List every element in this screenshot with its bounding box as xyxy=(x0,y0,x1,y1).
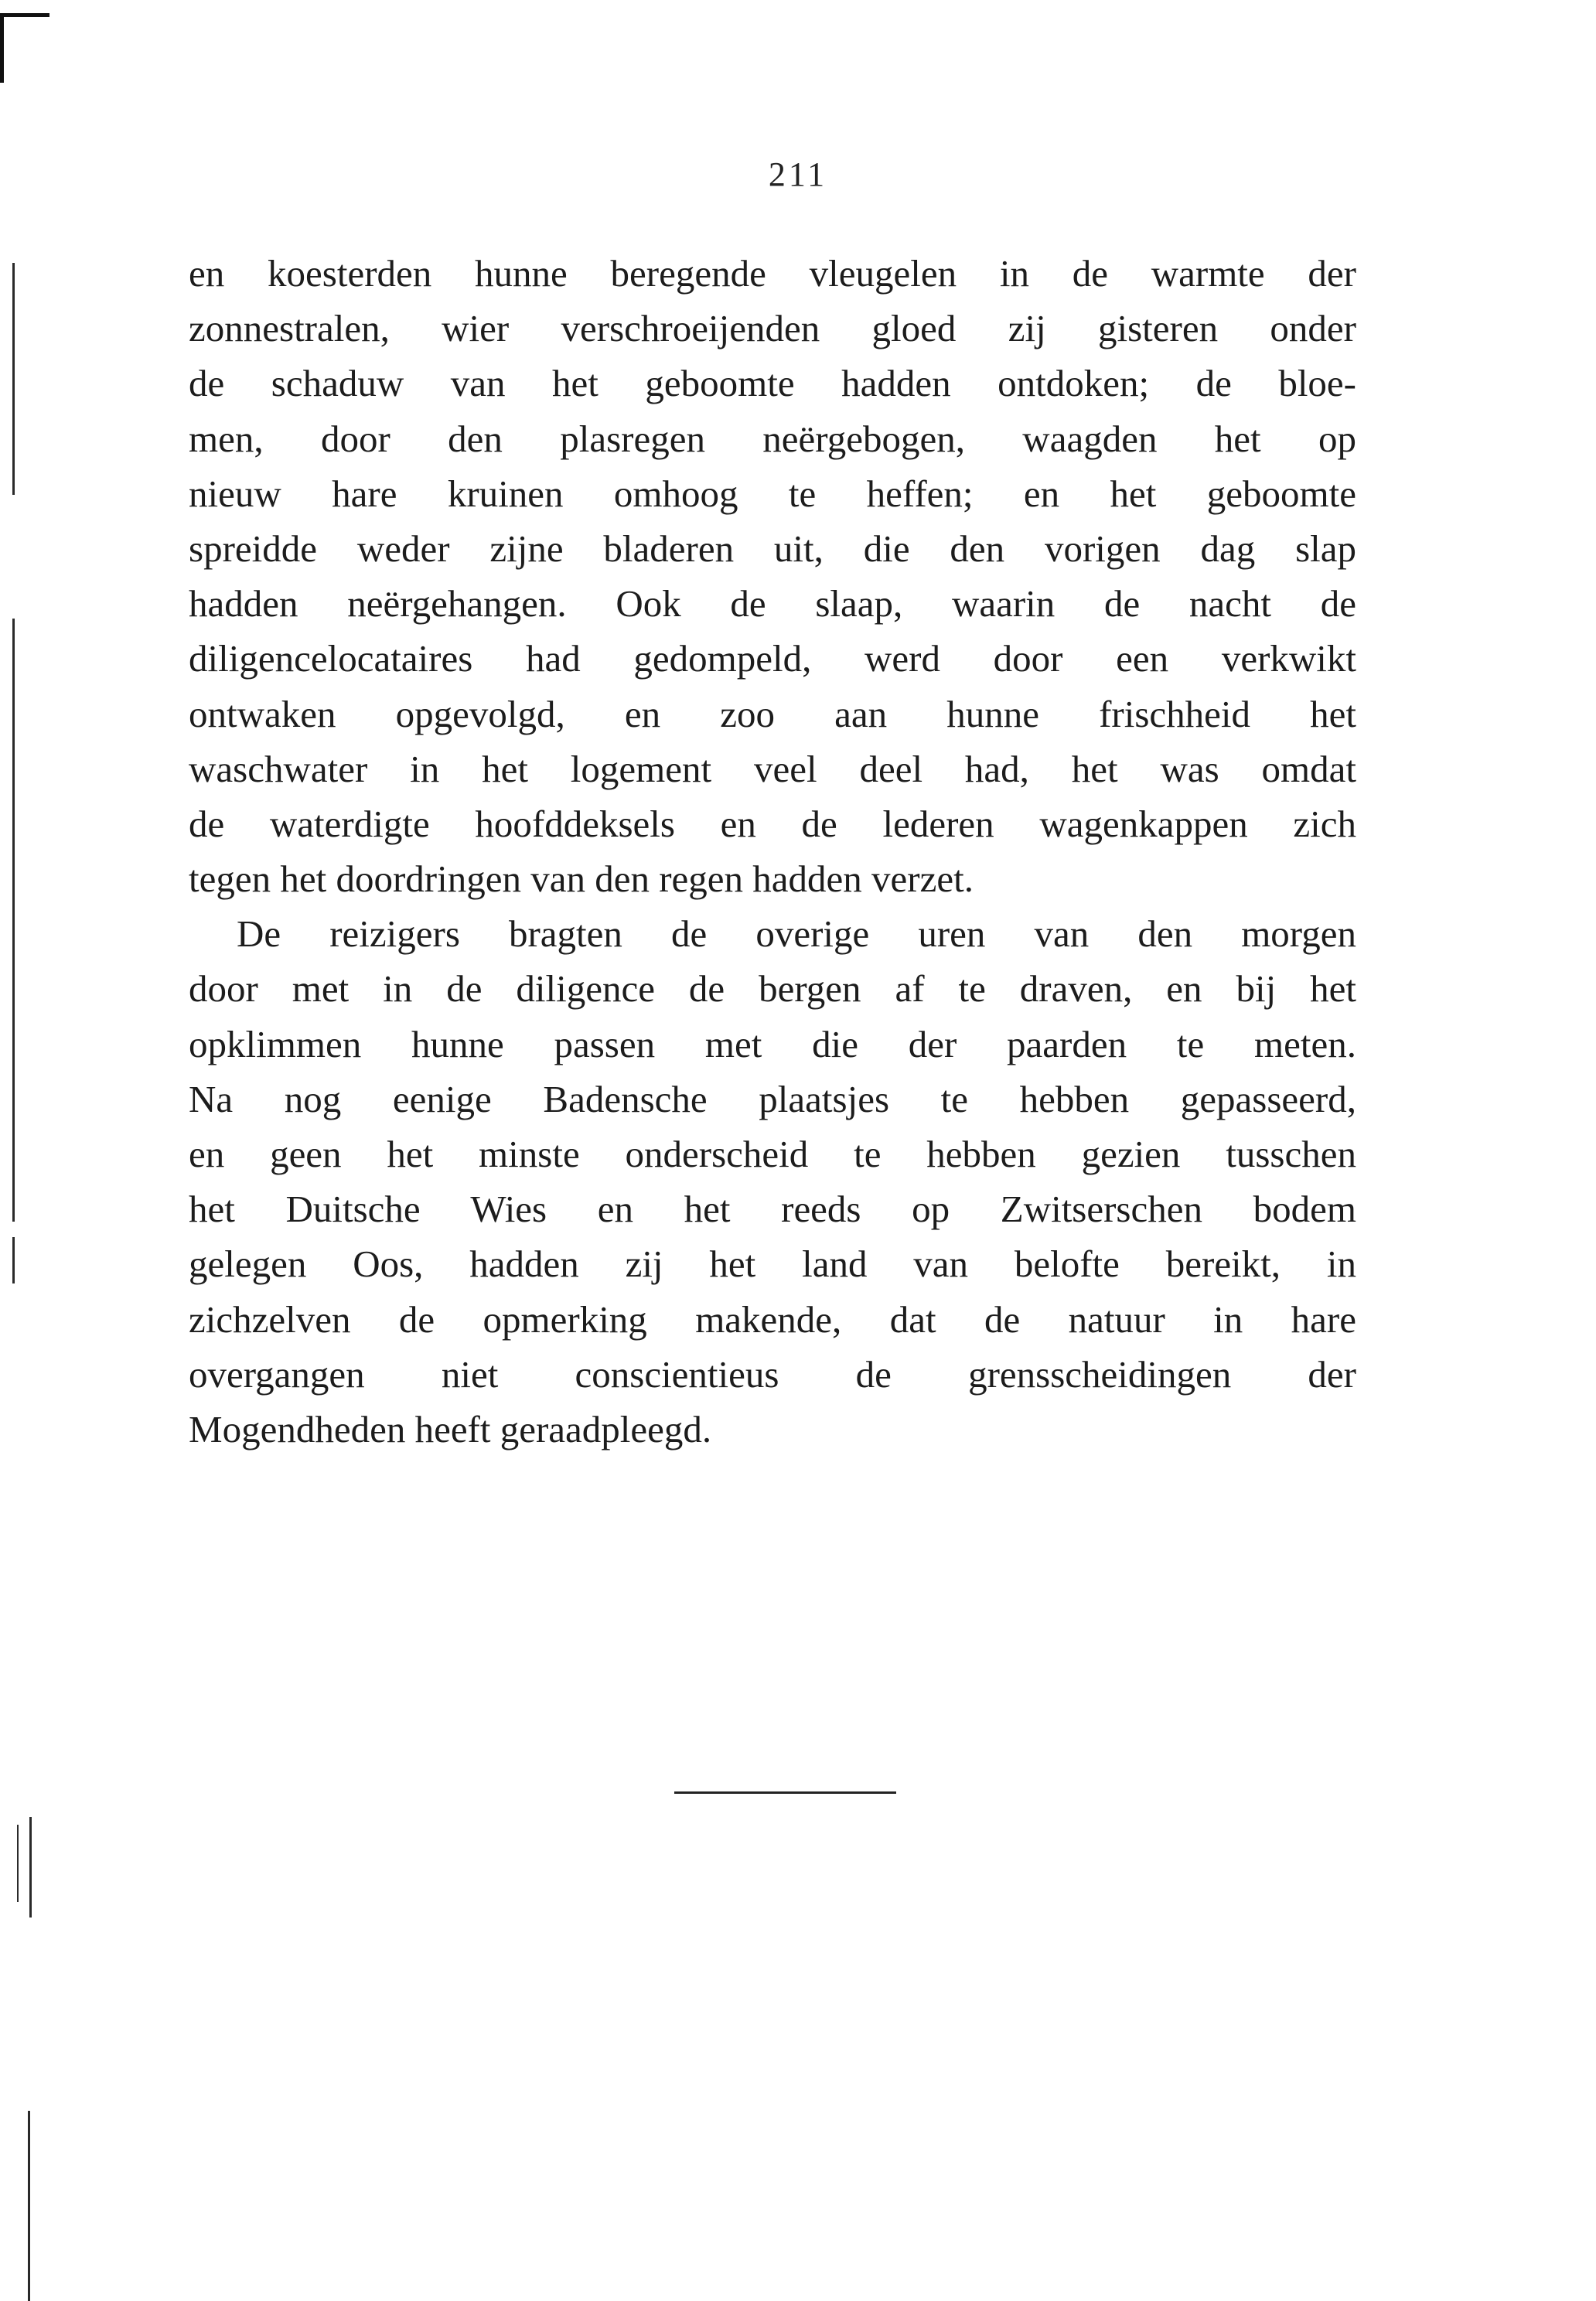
scan-margin-line xyxy=(28,2111,30,2301)
text-line: nieuw hare kruinen omhoog te heffen; en het geboomte xyxy=(189,472,1356,515)
scan-margin-line xyxy=(17,1825,19,1902)
text-line: en koesterden hunne beregende vleugelen in de warmte der xyxy=(189,252,1356,295)
text-line: door met in de diligence de bergen af te draven, en bij het xyxy=(189,967,1356,1011)
end-rule xyxy=(674,1791,896,1794)
scan-margin-line xyxy=(12,619,15,1222)
text-line-paragraph-start: De reizigers bragten de overige uren van den morgen xyxy=(237,912,1356,956)
text-line: en geen het minste onderscheid te hebben gezien tusschen xyxy=(189,1133,1356,1175)
page-number: 211 xyxy=(768,155,828,193)
text-line: het Duitsche Wies en het reeds op Zwitserschen bodem xyxy=(189,1188,1356,1231)
text-line: overgangen niet conscientieus de grensscheidingen der xyxy=(189,1352,1356,1396)
text-line: de waterdigte hoofddeksels en de lederen wagenkappen zich xyxy=(189,802,1356,845)
text-line: hadden neërgehangen. Ook de slaap, waarin de nacht de xyxy=(189,582,1356,626)
text-line-paragraph-end: Mogendheden heeft geraadpleegd. xyxy=(189,1407,712,1450)
text-line: Na nog eenige Badensche plaatsjes te hebben gepasseerd, xyxy=(189,1077,1356,1120)
text-line: zonnestralen, wier verschroeijenden gloed zij gisteren onder xyxy=(189,307,1356,350)
scan-corner-mark xyxy=(0,13,49,17)
text-line: waschwater in het logement veel deel had, het was omdat xyxy=(189,747,1356,790)
text-line: opklimmen hunne passen met die der paarden te meten. xyxy=(189,1022,1356,1065)
scan-margin-line xyxy=(12,1237,15,1283)
text-line: men, door den plasregen neërgebogen, waagden het op xyxy=(189,417,1356,460)
text-line: spreidde weder zijne bladeren uit, die den vorigen dag slap xyxy=(189,527,1356,570)
scan-margin-line xyxy=(29,1817,32,1918)
text-line: diligencelocataires had gedompeld, werd door een verkwikt xyxy=(189,637,1356,680)
body-text xyxy=(189,246,1356,1457)
text-line: ontwaken opgevolgd, en zoo aan hunne frischheid het xyxy=(189,692,1356,735)
text-line: gelegen Oos, hadden zij het land van belofte bereikt, in xyxy=(189,1243,1356,1286)
scan-corner-mark-vertical xyxy=(0,13,4,83)
scan-margin-line xyxy=(12,263,15,495)
text-line: zichzelven de opmerking makende, dat de natuur in hare xyxy=(189,1297,1356,1341)
text-line: de schaduw van het geboomte hadden ontdoken; de bloe- xyxy=(189,362,1356,405)
text-line-paragraph-end: tegen het doordringen van den regen hadden verzet. xyxy=(189,857,974,901)
